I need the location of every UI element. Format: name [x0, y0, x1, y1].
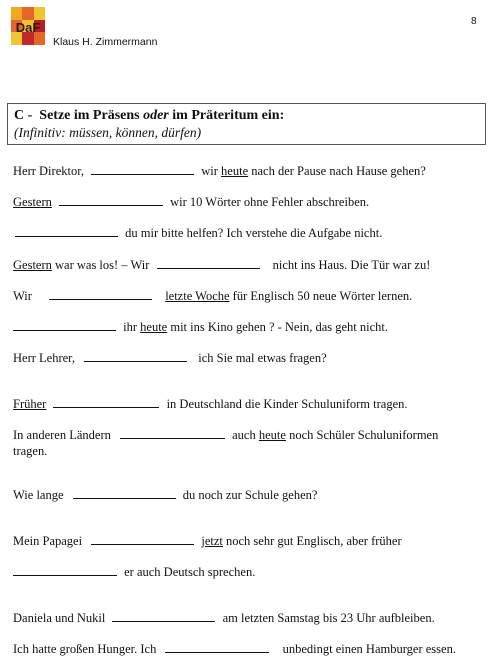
- exercise-text: Wir: [13, 289, 32, 303]
- exercise-4: [13, 257, 430, 273]
- exercise-text: Daniela und Nukil: [13, 611, 106, 625]
- author-name: Klaus H. Zimmermann: [53, 36, 158, 48]
- exercise-1: [13, 163, 426, 179]
- answer-blank[interactable]: [112, 611, 215, 622]
- task-title-part2: im Präteritum ein:: [172, 108, 285, 123]
- exercise-9: [13, 427, 438, 443]
- exercise-text: am letzten Samstag bis 23 Uhr aufbleiben.: [222, 611, 435, 625]
- answer-blank[interactable]: [157, 258, 260, 269]
- answer-blank[interactable]: [15, 226, 118, 237]
- exercise-text: für Englisch 50 neue Wörter lernen.: [232, 289, 413, 303]
- task-hint: (Infinitiv: müssen, können, dürfen): [14, 125, 202, 140]
- exercise-text-underlined: Gestern: [13, 195, 52, 209]
- exercise-text: tragen.: [13, 444, 48, 458]
- task-title: [14, 108, 479, 124]
- exercise-9-continued: [13, 443, 47, 459]
- exercise-13: [13, 641, 456, 657]
- exercise-text: noch sehr gut Englisch, aber früher: [225, 534, 402, 548]
- answer-blank[interactable]: [73, 488, 176, 499]
- task-instruction-box: [7, 103, 486, 145]
- exercise-11: [13, 533, 402, 549]
- answer-blank[interactable]: [13, 320, 116, 331]
- task-title-part1: Setze im Präsens: [39, 108, 140, 123]
- exercise-text: In anderen Ländern: [13, 428, 111, 442]
- exercise-text: unbedingt einen Hamburger essen.: [282, 642, 456, 656]
- exercise-text-underlined: Früher: [13, 397, 47, 411]
- exercise-2: [13, 194, 369, 210]
- exercise-text: Herr Lehrer,: [13, 351, 75, 365]
- exercise-text-underlined: heute: [140, 320, 168, 334]
- exercise-5: [13, 288, 412, 304]
- exercise-text: er auch Deutsch sprechen.: [124, 565, 256, 579]
- exercise-text: noch Schüler Schuluniformen: [289, 428, 439, 442]
- exercise-text-underlined: letzte Woche: [165, 289, 230, 303]
- answer-blank[interactable]: [91, 164, 194, 175]
- exercise-10: [13, 487, 317, 503]
- exercise-12: [13, 610, 435, 626]
- exercise-text: Ich hatte großen Hunger. Ich: [13, 642, 157, 656]
- exercise-11-continued: [13, 564, 255, 580]
- exercise-text: wir: [201, 164, 218, 178]
- exercise-text: ihr: [123, 320, 138, 334]
- svg-text:DaF: DaF: [15, 20, 41, 35]
- task-label: C -: [14, 108, 33, 123]
- exercise-text-underlined: Gestern: [13, 258, 52, 272]
- exercise-text: ich Sie mal etwas fragen?: [198, 351, 327, 365]
- task-title-emphasis: oder: [143, 108, 169, 123]
- exercise-text-underlined: heute: [221, 164, 249, 178]
- exercise-text: in Deutschland die Kinder Schuluniform tragen.: [166, 397, 408, 411]
- answer-blank[interactable]: [59, 195, 163, 206]
- exercise-text: auch: [232, 428, 256, 442]
- daf-logo: [11, 7, 45, 45]
- exercise-text: war was los! – Wir: [55, 258, 150, 272]
- exercise-text: du noch zur Schule gehen?: [182, 488, 318, 502]
- answer-blank[interactable]: [91, 534, 194, 545]
- answer-blank[interactable]: [165, 642, 269, 653]
- exercise-text: mit ins Kino gehen ? - Nein, das geht nicht.: [170, 320, 389, 334]
- exercise-text: Wie lange: [13, 488, 64, 502]
- exercise-text-underlined: heute: [258, 428, 286, 442]
- exercise-text: du mir bitte helfen? Ich verstehe die Aufgabe nicht.: [125, 226, 383, 240]
- exercise-6: [13, 319, 388, 335]
- answer-blank[interactable]: [49, 289, 152, 300]
- exercise-text: nach der Pause nach Hause gehen?: [251, 164, 426, 178]
- answer-blank[interactable]: [84, 351, 187, 362]
- exercise-3: [13, 225, 382, 241]
- exercise-7: [13, 350, 327, 366]
- exercise-8: [13, 396, 408, 412]
- exercise-text-underlined: jetzt: [201, 534, 223, 548]
- answer-blank[interactable]: [13, 565, 117, 576]
- answer-blank[interactable]: [53, 397, 159, 408]
- exercise-text: nicht ins Haus. Die Tür war zu!: [272, 258, 431, 272]
- exercise-text: Herr Direktor,: [13, 164, 84, 178]
- exercise-text: Mein Papagei: [13, 534, 83, 548]
- page-number: 8: [471, 16, 477, 27]
- answer-blank[interactable]: [120, 428, 225, 439]
- exercise-text: wir 10 Wörter ohne Fehler abschreiben.: [170, 195, 370, 209]
